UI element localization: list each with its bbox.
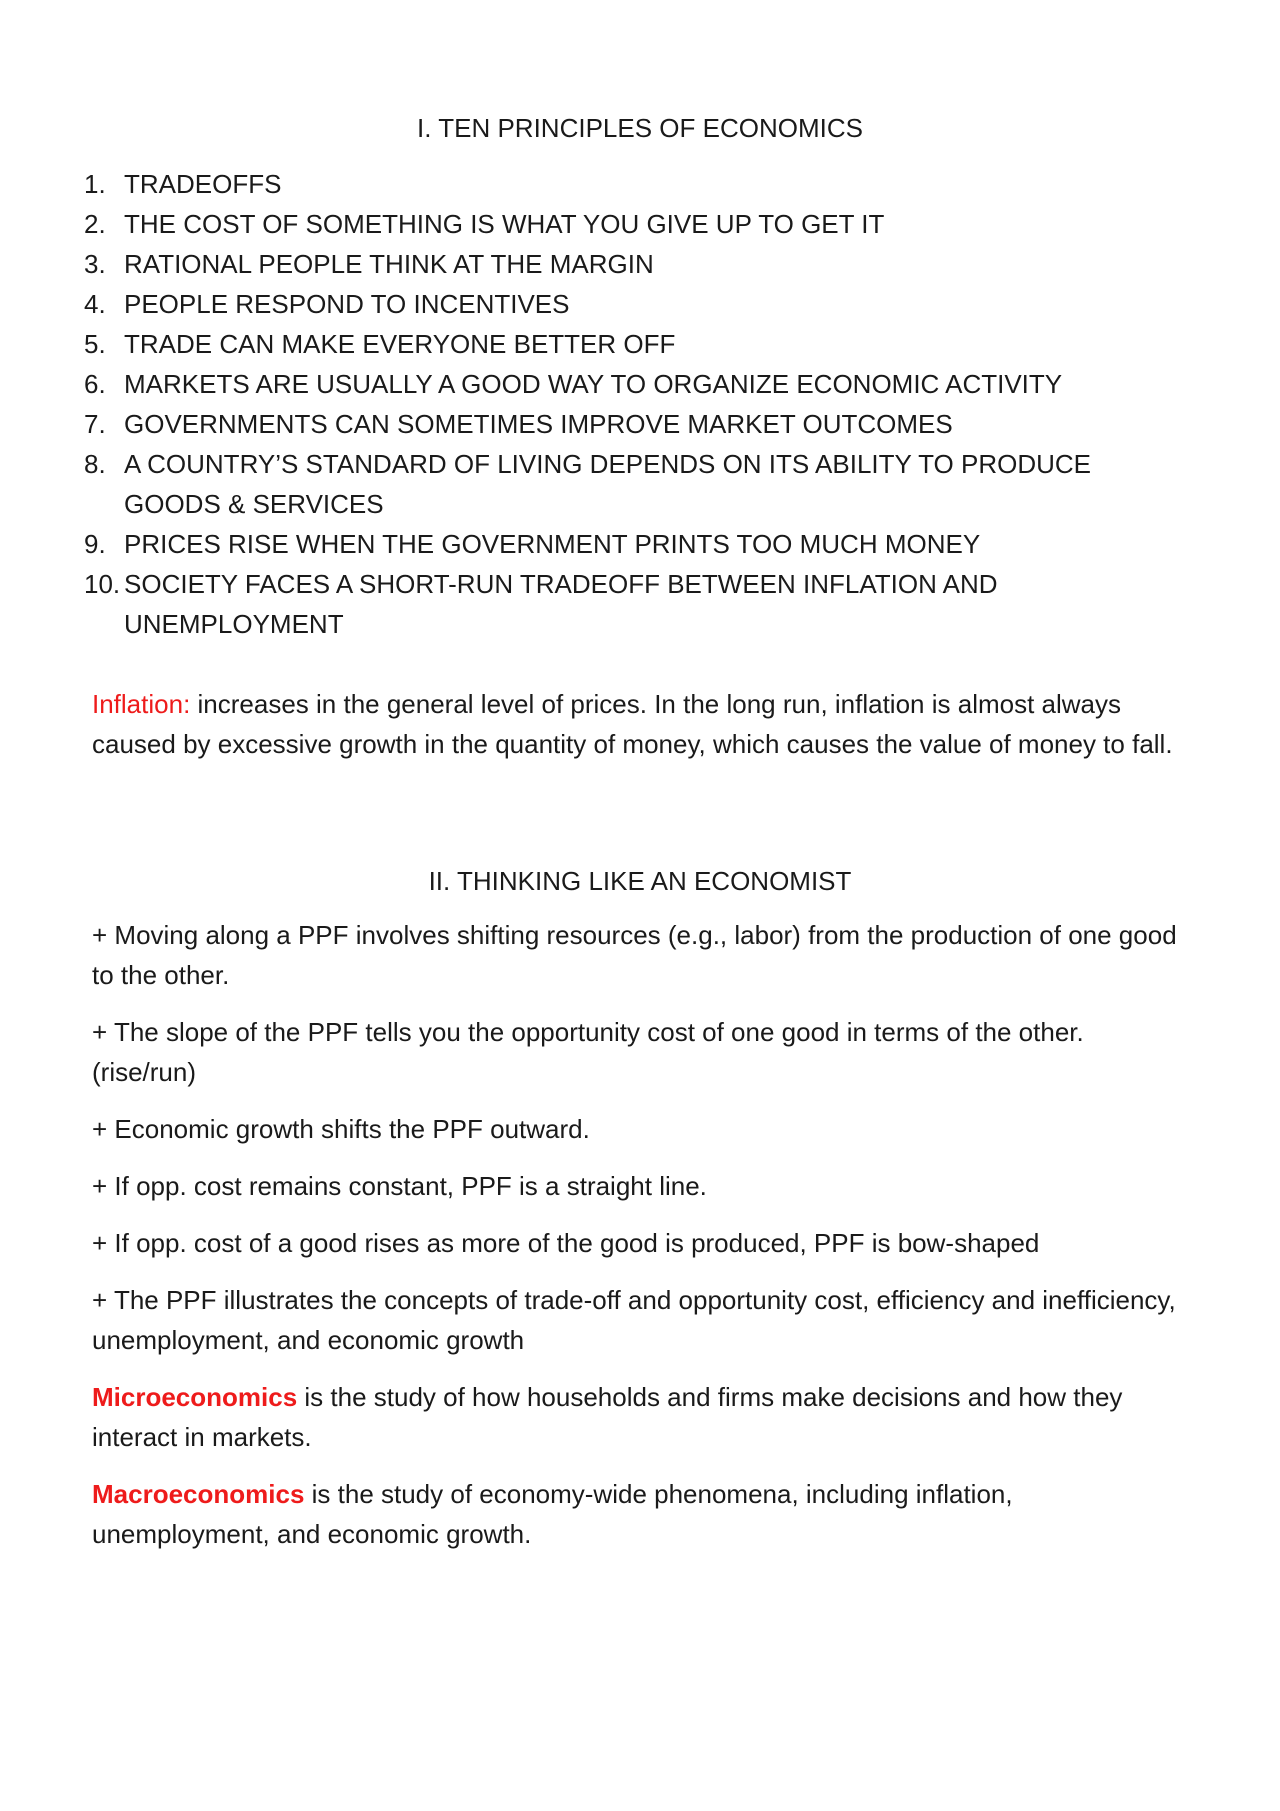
list-item — [84, 404, 1188, 444]
list-item — [84, 244, 1188, 284]
list-number: 2. — [84, 209, 106, 239]
macroeconomics-term: Macroeconomics — [92, 1479, 305, 1509]
section-spacer — [92, 781, 1188, 861]
list-number: 9. — [84, 529, 106, 559]
inflation-term: Inflation: — [92, 689, 191, 719]
list-number: 3. — [84, 249, 106, 279]
principles-list — [84, 164, 1188, 644]
list-item — [84, 364, 1188, 404]
list-item — [84, 204, 1188, 244]
list-number: 8. — [84, 449, 106, 479]
list-number: 4. — [84, 289, 106, 319]
list-text: RATIONAL PEOPLE THINK AT THE MARGIN — [124, 249, 654, 279]
section1-title: I. TEN PRINCIPLES OF ECONOMICS — [417, 113, 863, 143]
list-item — [84, 164, 1188, 204]
ppf-point: + If opp. cost remains constant, PPF is a straight line. — [92, 1171, 707, 1201]
macroeconomics-definition — [92, 1474, 1188, 1554]
microeconomics-definition — [92, 1377, 1188, 1457]
list-text: A COUNTRY’S STANDARD OF LIVING DEPENDS ON ITS ABILITY TO PRODUCE GOODS & SERVICES — [124, 449, 1092, 519]
ppf-point: + The slope of the PPF tells you the opportunity cost of one good in terms of the other. (rise/run) — [92, 1017, 1084, 1087]
ppf-point: + The PPF illustrates the concepts of trade-off and opportunity cost, efficiency and inefficiency, unemployment, and economic growth — [92, 1285, 1176, 1355]
ppf-point: + Moving along a PPF involves shifting resources (e.g., labor) from the production of one good to the other. — [92, 920, 1177, 990]
macroeconomics-text: is the study of economy-wide phenomena, including inflation, unemployment, and economic growth. — [92, 1479, 1013, 1549]
list-number: 6. — [84, 369, 106, 399]
list-text: PRICES RISE WHEN THE GOVERNMENT PRINTS TOO MUCH MONEY — [124, 529, 981, 559]
list-item — [84, 444, 1188, 524]
list-item — [84, 564, 1188, 644]
microeconomics-text: is the study of how households and firms make decisions and how they interact in markets. — [92, 1382, 1123, 1452]
list-text: PEOPLE RESPOND TO INCENTIVES — [124, 289, 570, 319]
list-item — [84, 284, 1188, 324]
list-item — [84, 324, 1188, 364]
list-number: 5. — [84, 329, 106, 359]
inflation-text: increases in the general level of prices. In the long run, inflation is almost always caused by excessive growth in the quantity of money, which causes the value of money to fall. — [92, 689, 1173, 759]
list-text: SOCIETY FACES A SHORT-RUN TRADEOFF BETWEEN INFLATION AND UNEMPLOYMENT — [124, 569, 998, 639]
list-text: GOVERNMENTS CAN SOMETIMES IMPROVE MARKET OUTCOMES — [124, 409, 953, 439]
ppf-point: + If opp. cost of a good rises as more of the good is produced, PPF is bow-shaped — [92, 1228, 1040, 1258]
list-text: THE COST OF SOMETHING IS WHAT YOU GIVE UP TO GET IT — [124, 209, 885, 239]
inflation-definition — [92, 684, 1188, 764]
list-text: TRADE CAN MAKE EVERYONE BETTER OFF — [124, 329, 676, 359]
list-number: 7. — [84, 409, 106, 439]
list-text: TRADEOFFS — [124, 169, 282, 199]
list-text: MARKETS ARE USUALLY A GOOD WAY TO ORGANIZE ECONOMIC ACTIVITY — [124, 369, 1063, 399]
section2-title: II. THINKING LIKE AN ECONOMIST — [428, 866, 852, 896]
microeconomics-term: Microeconomics — [92, 1382, 298, 1412]
list-number: 1. — [84, 169, 106, 199]
list-item — [84, 524, 1188, 564]
list-number: 10. — [84, 569, 121, 599]
ppf-point: + Economic growth shifts the PPF outward. — [92, 1114, 590, 1144]
